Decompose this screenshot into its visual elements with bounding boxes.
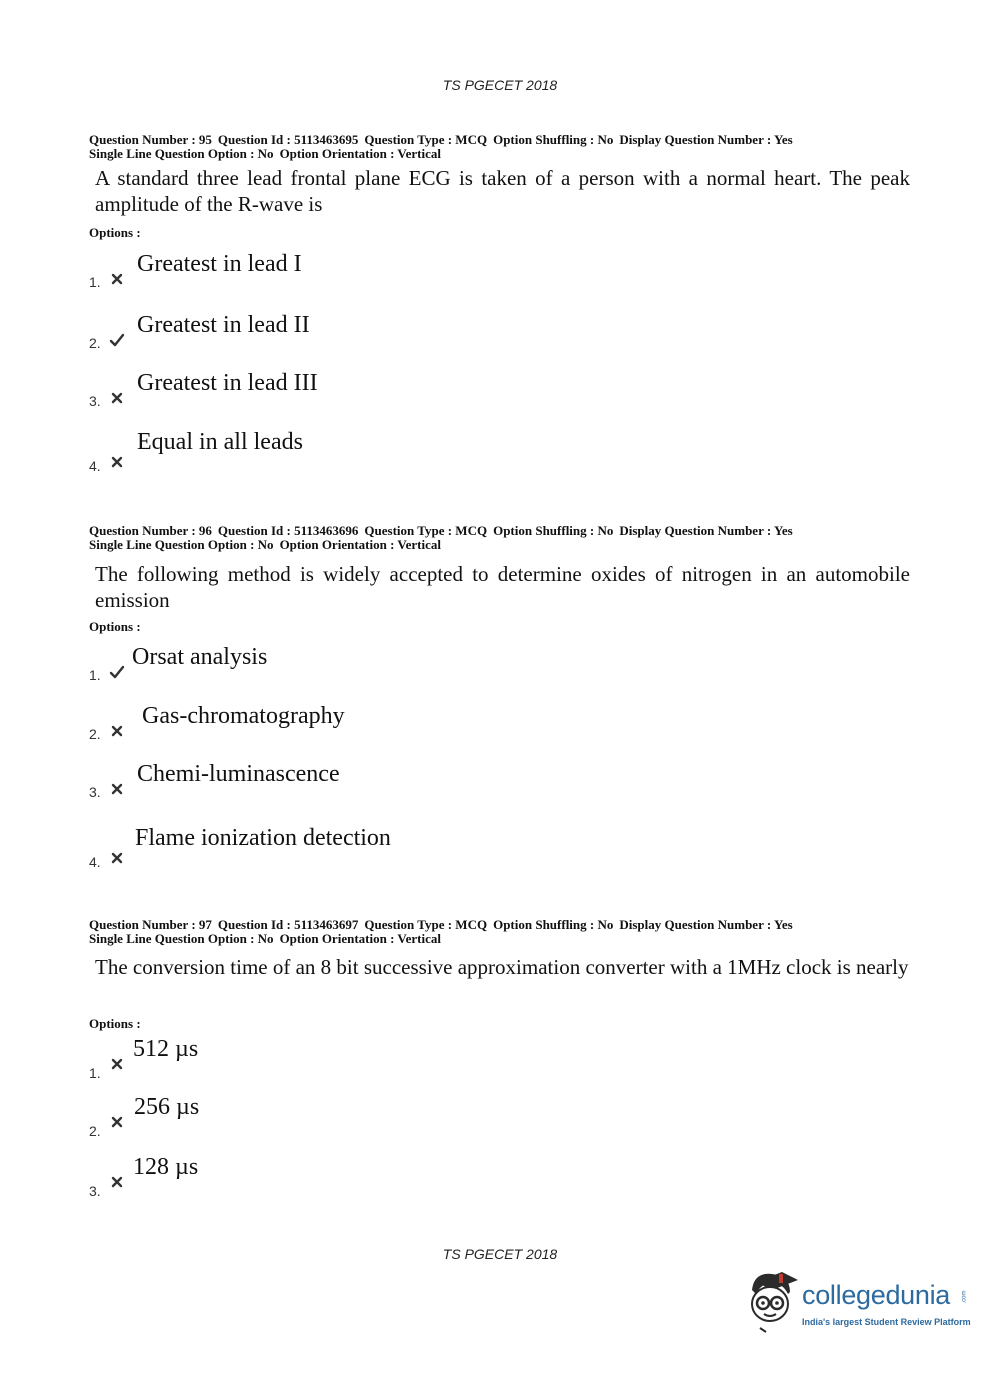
option-text: Equal in all leads [137, 429, 303, 455]
question-type: Question Type : MCQ [364, 917, 488, 932]
option-item[interactable] [89, 643, 789, 683]
question-type: Question Type : MCQ [364, 523, 488, 538]
single-line-option: Single Line Question Option : No [89, 537, 274, 552]
option-number: 3. [89, 784, 101, 800]
option-number: 1. [89, 274, 101, 290]
question-meta [89, 918, 929, 946]
option-text: 512 µs [133, 1036, 199, 1062]
option-text: Chemi-luminascence [137, 761, 340, 787]
display-question-number: Display Question Number : Yes [619, 523, 793, 538]
check-mark-icon [109, 664, 125, 680]
brand-domain: .com [961, 1290, 968, 1304]
option-text: Orsat analysis [132, 644, 268, 670]
question-meta [89, 133, 929, 161]
brand-name: collegedunia [802, 1280, 951, 1310]
option-item[interactable] [89, 311, 789, 351]
option-text: Greatest in lead II [137, 312, 310, 338]
question-meta [89, 524, 929, 552]
options-label: Options : [89, 619, 141, 634]
option-item[interactable] [89, 824, 789, 870]
option-orientation: Option Orientation : Vertical [279, 146, 441, 161]
question-text: A standard three lead frontal plane ECG is taken of a person with a normal heart. The peak amplitude of the R-wave is [95, 166, 910, 216]
option-shuffling: Option Shuffling : No [493, 523, 614, 538]
option-number: 2. [89, 726, 101, 742]
option-item[interactable] [89, 250, 789, 290]
question-id: Question Id : 5113463697 [217, 917, 359, 932]
option-number: 2. [89, 1123, 101, 1139]
option-item[interactable] [89, 1035, 789, 1081]
option-number: 2. [89, 335, 101, 351]
option-text: 128 µs [133, 1154, 199, 1180]
option-text: Greatest in lead III [137, 370, 318, 396]
cross-mark-icon [109, 454, 125, 470]
option-item[interactable] [89, 702, 789, 742]
options-label: Options : [89, 225, 141, 240]
options-label: Options : [89, 1016, 141, 1031]
option-number: 3. [89, 393, 101, 409]
cross-mark-icon [109, 723, 125, 739]
option-number: 4. [89, 854, 101, 870]
option-orientation: Option Orientation : Vertical [279, 537, 441, 552]
cross-mark-icon [109, 1056, 125, 1072]
page-footer: TS PGECET 2018 [442, 1246, 558, 1262]
option-number: 4. [89, 458, 101, 474]
option-number: 1. [89, 1065, 101, 1081]
collegedunia-logo [742, 1268, 972, 1340]
option-number: 3. [89, 1183, 101, 1199]
brand-tagline: India's largest Student Review Platform [802, 1317, 971, 1327]
cross-mark-icon [109, 271, 125, 287]
question-type: Question Type : MCQ [364, 132, 488, 147]
display-question-number: Display Question Number : Yes [619, 917, 793, 932]
option-item[interactable] [89, 1153, 789, 1199]
question-number: Question Number : 97 [89, 917, 212, 932]
cross-mark-icon [109, 850, 125, 866]
cross-mark-icon [109, 1114, 125, 1130]
option-text: Greatest in lead I [137, 251, 302, 277]
option-item[interactable] [89, 369, 789, 409]
cross-mark-icon [109, 1174, 125, 1190]
question-id: Question Id : 5113463695 [217, 132, 359, 147]
check-mark-icon [109, 332, 125, 348]
display-question-number: Display Question Number : Yes [619, 132, 793, 147]
student-mascot-icon [742, 1268, 802, 1340]
question-id: Question Id : 5113463696 [217, 523, 359, 538]
option-shuffling: Option Shuffling : No [493, 132, 614, 147]
option-shuffling: Option Shuffling : No [493, 917, 614, 932]
question-text: The following method is widely accepted to determine oxides of nitrogen in an automobile emission [95, 562, 910, 612]
option-item[interactable] [89, 428, 789, 474]
single-line-option: Single Line Question Option : No [89, 931, 274, 946]
option-text: Flame ionization detection [135, 825, 391, 851]
option-item[interactable] [89, 1093, 789, 1139]
question-text: The conversion time of an 8 bit successive approximation converter with a 1MHz clock is nearly [95, 955, 909, 979]
option-text: 256 µs [134, 1094, 200, 1120]
cross-mark-icon [109, 390, 125, 406]
single-line-option: Single Line Question Option : No [89, 146, 274, 161]
option-item[interactable] [89, 760, 789, 800]
page-header: TS PGECET 2018 [442, 77, 558, 93]
question-number: Question Number : 96 [89, 523, 212, 538]
option-number: 1. [89, 667, 101, 683]
option-orientation: Option Orientation : Vertical [279, 931, 441, 946]
question-number: Question Number : 95 [89, 132, 212, 147]
cross-mark-icon [109, 781, 125, 797]
option-text: Gas-chromatography [142, 703, 345, 729]
